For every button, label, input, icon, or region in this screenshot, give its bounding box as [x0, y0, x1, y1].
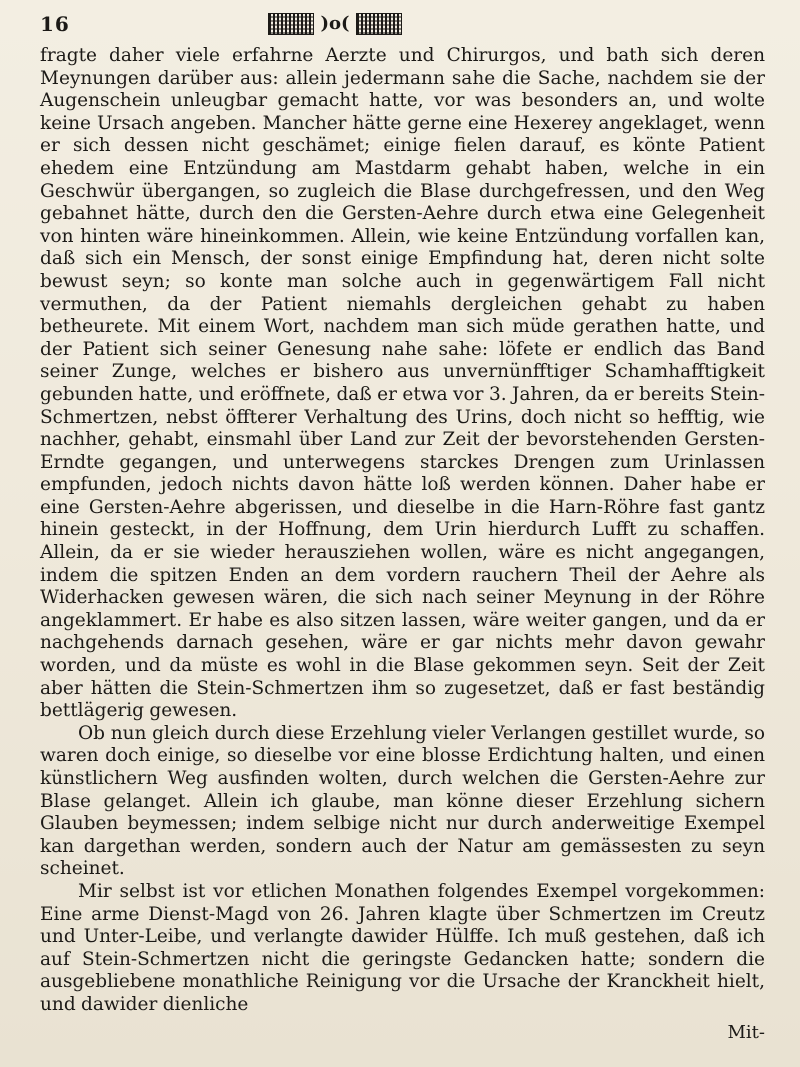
ornament-center-mark: )o(	[320, 13, 350, 34]
page-number: 16	[40, 12, 70, 36]
paragraph-1: fragte daher viele erfahrne Aerzte und Chirurgos, und bath sich deren Meynungen darüber aus: allein jedermann sahe die Sache, nachdem sie der Augenschein unleugbar gemacht hatte, vor was besonders an, und wolte keine Ursach angeben. Mancher hätte gerne eine Hexerey angeklaget, wenn er sich dessen nicht geschämet; einige fielen darauf, es könte Patient ehedem eine Entzündung am Mastdarm gehabt haben, welche in ein Geschwür übergangen, so zugleich die Blase durchgefressen, und den Weg gebahnet hätte, durch den die Gersten-Aehre durch etwa eine Gelegenheit von hinten wäre hineinkommen. Allein, wie keine Entzündung vorfallen kan, daß sich ein Mensch, der sonst einige Empfindung hat, deren nicht solte bewust seyn; so konte man solche auch in gegenwärtigem Fall nicht vermuthen, da der Patient niemahls dergleichen gehabt zu haben betheurete. Mit einem Wort, nachdem man sich müde gerathen hatte, und der Patient sich seiner Genesung nahe sahe: löfete er endlich das Band seiner Zunge, welches er bishero aus unvernünfftiger Schamhafftigkeit gebunden hatte, und eröffnete, daß er etwa vor 3. Jahren, da er bereits Stein-Schmertzen, nebst öffterer Verhaltung des Urins, doch nicht so hefftig, wie nachher, gehabt, einsmahl über Land zur Zeit der bevorstehenden Gersten-Erndte gegangen, und unterwegens starckes Drengen zum Urinlassen empfunden, jedoch nichts davon hätte loß werden können. Daher habe er eine Gersten-Aehre abgerissen, und dieselbe in die Harn-Röhre fast gantz hinein gesteckt, in der Hoffnung, dem Urin hierdurch Lufft zu schaffen. Allein, da er sie wieder herausziehen wollen, wäre es nicht angegangen, indem die spitzen Enden an dem vordern rauchern Theil der Aehre als Widerhacken gewesen wären, die sich nach seiner Meynung in der Röhre angeklammert. Er habe es also sitzen lassen, wäre weiter gangen, und da er nachgehends darnach gesehen, wäre er gar nichts mehr davon gewahr worden, und da müste es wohl in die Blase gekommen seyn. Seit der Zeit aber hätten die Stein-Schmertzen ihm so zugesetzet, daß er fast beständig bettlägerig gewesen.	[40, 45, 765, 722]
paragraph-3: Mir selbst ist vor etlichen Monathen folgendes Exempel vorgekommen: Eine arme Dienst-Magd von 26. Jahren klagte über Schmertzen im Creutz und Unter-Leibe, und verlangte dawider Hülffe. Ich muß gestehen, daß ich auf Stein-Schmertzen nicht die geringste Gedancken hatte; sondern die ausgebliebene monathliche Reinigung vor die Ursache der Kranckheit hielt, und dawider dienliche	[40, 880, 765, 1015]
body-text	[40, 45, 765, 1017]
page-header	[40, 10, 760, 40]
ornament-left-block	[268, 13, 314, 35]
paragraph-2: Ob nun gleich durch diese Erzehlung vieler Verlangen gestillet wurde, so waren doch einige, so dieselbe vor eine blosse Erdichtung halten, und einen künstlichern Weg ausfinden wolten, durch welchen die Gersten-Aehre zur Blase gelanget. Allein ich glaube, man könne dieser Erzehlung sichern Glauben beymessen; indem selbige nicht nur durch anderweitige Exempel kan dargethan werden, sondern auch der Natur am gemässesten zu seyn scheinet.	[40, 722, 765, 880]
catchword: Mit-	[727, 1022, 765, 1043]
header-ornament	[250, 10, 420, 38]
ornament-right-block	[356, 13, 402, 35]
